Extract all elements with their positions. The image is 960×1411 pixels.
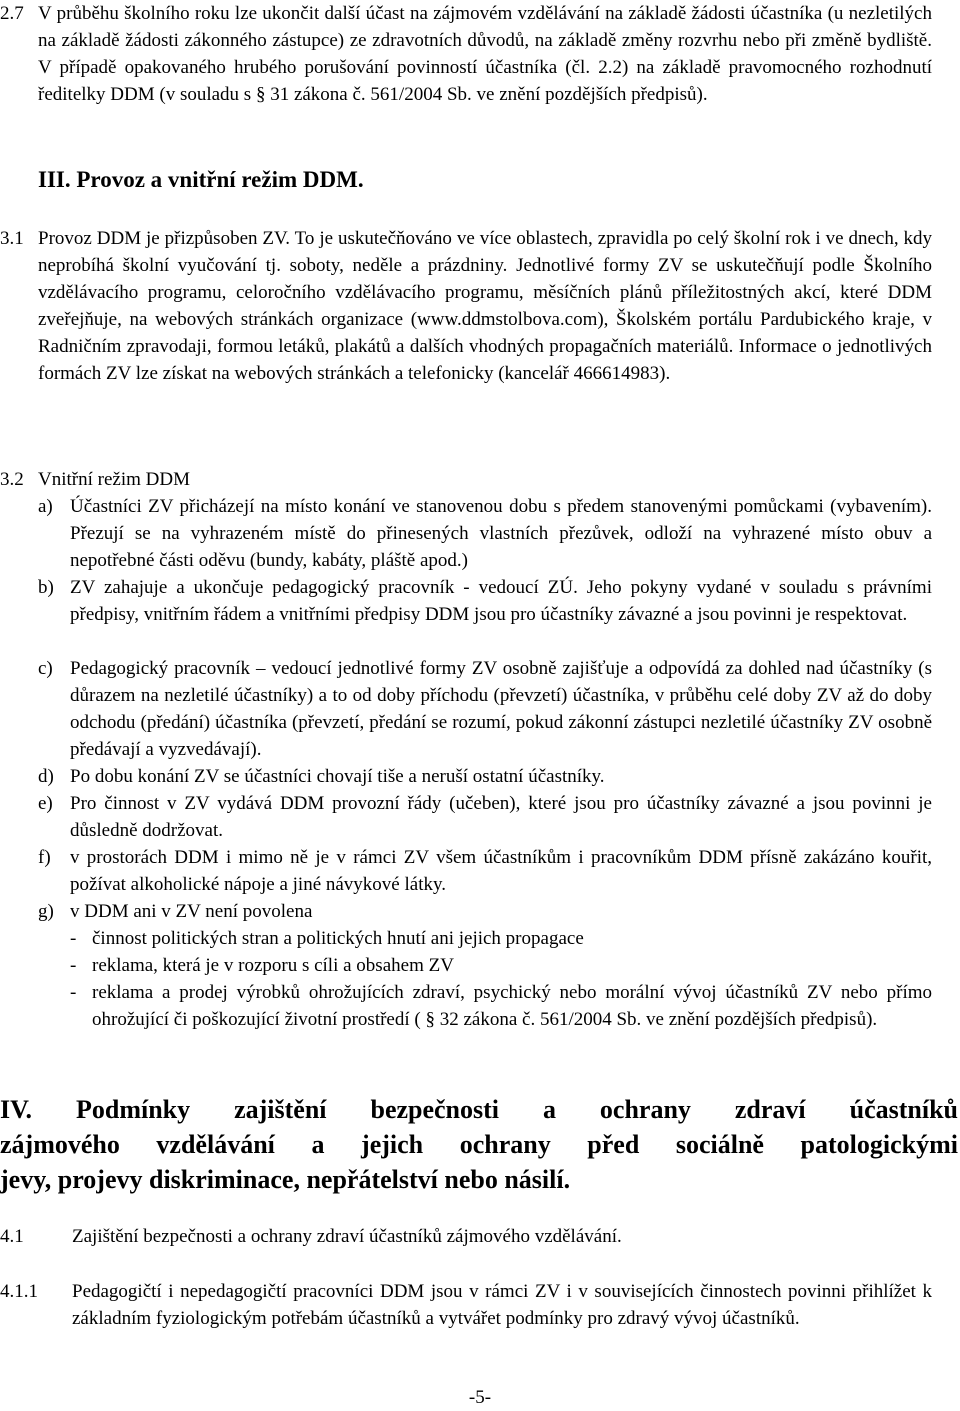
list-text: v DDM ani v ZV není povolena bbox=[70, 901, 313, 922]
list-text: Účastníci ZV přicházejí na místo konání ve stanovenou dobu s předem stanovenými pomůckami (vybavením). Přezují se na vyhrazeném místě do přinesených vlastních přezůvek, odloží na vyhrazené místo obuv a nepotřebné části oděvu (bundy, kabáty, pláště apod.) bbox=[70, 496, 932, 571]
paragraph-text: Zajištění bezpečnosti a ochrany zdraví účastníků zájmového vzdělávání. bbox=[72, 1226, 622, 1247]
paragraph-text: Pedagogičtí i nepedagogičtí pracovníci DDM jsou v rámci ZV i v souvisejících činnostech povinni přihlížet k základním fyziologickým potřebám účastníků a vytvářet podmínky pro zdravý vývoj účastníků. bbox=[72, 1281, 932, 1329]
list-letter: c) bbox=[38, 658, 53, 679]
list-letter: b) bbox=[38, 577, 54, 598]
list-text: Po dobu konání ZV se účastníci chovají tiše a neruší ostatní účastníky. bbox=[70, 766, 605, 787]
dash-item: - činnost politických stran a politických hnutí ani jejich propagace bbox=[70, 925, 932, 952]
list-text: ZV zahajuje a ukončuje pedagogický pracovník - vedoucí ZÚ. Jeho pokyny vydané v souladu s právními předpisy, vnitřním řádem a vnitřními předpisy DDM jsou pro účastníky závazné a jsou povinni je respektovat. bbox=[70, 577, 932, 625]
dash-list-g bbox=[70, 925, 932, 1033]
paragraph-text: Provoz DDM je přizpůsoben ZV. To je uskutečňováno ve více oblastech, zpravidla po celý školní rok i ve dnech, kdy neprobíhá školní vyučování tj. soboty, neděle a prázdniny. Jednotlivé formy ZV se uskutečňují podle Školního vzdělávacího programu, celoročního vzdělávacího programu, měsíčních plánů příležitostných akcí, které DDM zveřejňuje, na webových stránkách organizace (www.ddmstolbova.com), Školském portálu Pardubického kraje, v Radničním zpravodaji, formou letáků, plakátů a dalších vhodných propagačních materiálů. Informace o jednotlivých formách ZV lze získat na webových stránkách a telefonicky (kancelář 466614983). bbox=[38, 228, 932, 384]
dash-item: - reklama a prodej výrobků ohrožujících zdraví, psychický nebo morální vývoj účastníků ZV nebo přímo ohrožující či poškozující životní prostředí ( § 32 zákona č. 561/2004 Sb. ve znění pozdějších předpisů). bbox=[70, 979, 932, 1033]
list-letter: e) bbox=[38, 793, 53, 814]
list-text: Pedagogický pracovník – vedoucí jednotlivé formy ZV osobně zajišťuje a odpovídá za dohled nad účastníky (s důrazem na nezletilé účastníky) a to od doby příchodu (převzetí) účastníka, v průběhu celé doby ZV až do doby odchodu (předání) účastníka (převzetí, předání se rozumí, pokud zákonní zástupci nezletilé účastníky ZV osobně předávají a vyzvedávají). bbox=[70, 658, 932, 760]
list-letter: d) bbox=[38, 766, 54, 787]
paragraph-number: 3.2 bbox=[0, 469, 24, 490]
paragraph-number: 4.1 bbox=[0, 1226, 24, 1247]
paragraph-number: 2.7 bbox=[0, 3, 24, 24]
section-heading-iv bbox=[0, 1092, 958, 1197]
list-text: v prostorách DDM i mimo ně je v rámci ZV všem účastníkům i pracovníkům DDM přísně zakázáno kouřit, požívat alkoholické nápoje a jiné návykové látky. bbox=[70, 847, 932, 895]
heading-line: IV. Podmínky zajištění bezpečnosti a ochrany zdraví účastníků bbox=[0, 1095, 958, 1124]
paragraph-number: 3.1 bbox=[0, 228, 24, 249]
page-number: -5- bbox=[468, 1387, 492, 1408]
list-letter: g) bbox=[38, 901, 54, 922]
list-letter: a) bbox=[38, 496, 53, 517]
list-text: Pro činnost v ZV vydává DDM provozní řády (učeben), které jsou pro účastníky závazné a jsou povinni je důsledně dodržovat. bbox=[70, 793, 932, 841]
dash-item: - reklama, která je v rozporu s cíli a obsahem ZV bbox=[70, 952, 932, 979]
heading-line: zájmového vzdělávání a jejich ochrany před sociálně patologickými bbox=[0, 1130, 958, 1159]
list-letter: f) bbox=[38, 847, 51, 868]
paragraph-title: Vnitřní režim DDM bbox=[38, 469, 190, 490]
paragraph-text: V průběhu školního roku lze ukončit další účast na zájmovém vzdělávání na základě žádosti účastníka (u nezletilých na základě žádosti zákonného zástupce) ze zdravotních důvodů, na základě změny rozvrhu nebo při změně bydliště. V případě opakovaného hrubého porušování povinností účastníka (čl. 2.2) na základě pravomocného rozhodnutí ředitelky DDM (v souladu s § 31 zákona č. 561/2004 Sb. ve znění pozdějších předpisů). bbox=[38, 3, 932, 105]
heading-line: jevy, projevy diskriminace, nepřátelství nebo násilí. bbox=[0, 1165, 571, 1194]
paragraph-number: 4.1.1 bbox=[0, 1281, 38, 1302]
section-heading-iii: III. Provoz a vnitřní režim DDM. bbox=[38, 167, 364, 192]
